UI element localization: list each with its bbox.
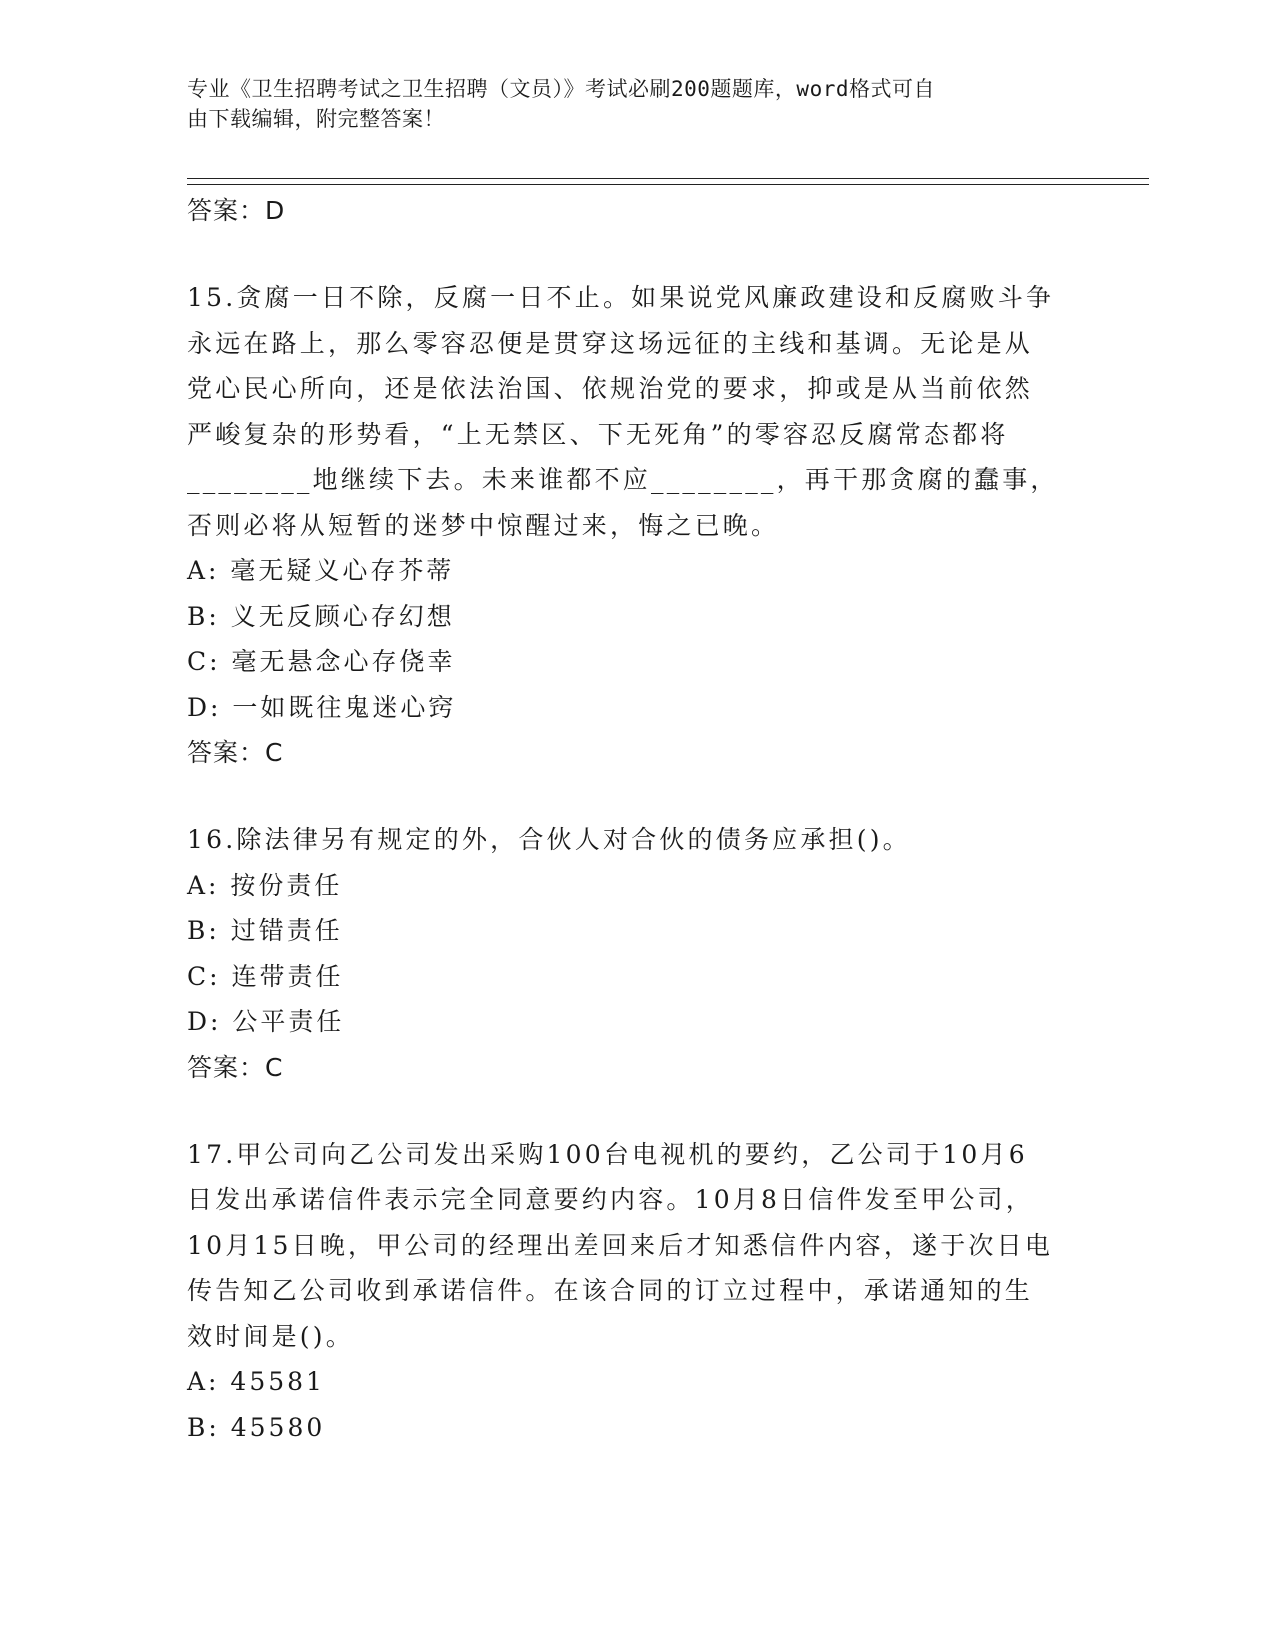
stem-line: ________地继续下去。未来谁都不应________，再干那贪腐的蠢事， [187, 465, 1059, 494]
stem-line: 15.贪腐一日不除，反腐一日不止。如果说党风廉政建设和反腐败斗争 [187, 283, 1055, 312]
option-c: C: 连带责任 [187, 961, 344, 991]
answer-line: 答案：C [187, 738, 284, 767]
stem-line: 17.甲公司向乙公司发出采购100台电视机的要约，乙公司于10月6 [187, 1139, 1028, 1169]
header-divider-bottom [187, 184, 1149, 185]
option-d: D: 公平责任 [187, 1007, 345, 1036]
previous-answer: 答案：D [187, 196, 286, 225]
document-header [187, 74, 1087, 134]
spacer [187, 1090, 1087, 1132]
option-a: A: 毫无疑义心存芥蒂 [187, 556, 455, 585]
option-a: A: 45581 [187, 1367, 325, 1396]
header-line-1: 专业《卫生招聘考试之卫生招聘（文员）》考试必刷200题题库，word格式可自 [187, 77, 935, 101]
stem-line: 严峻复杂的形势看，“上无禁区、下无死角”的零容忍反腐常态都将 [187, 419, 1009, 449]
option-a: A: 按份责任 [187, 870, 343, 900]
question-17 [187, 1132, 1087, 1451]
stem-line: 日发出承诺信件表示完全同意要约内容。10月8日信件发至甲公司， [187, 1185, 1034, 1214]
spacer [187, 775, 1087, 817]
header-divider-top [187, 178, 1149, 179]
stem-line: 永远在路上，那么零容忍便是贯穿这场远征的主线和基调。无论是从 [187, 328, 1034, 358]
stem-line: 传告知乙公司收到承诺信件。在该合同的订立过程中，承诺通知的生 [187, 1276, 1034, 1305]
stem-line: 党心民心所向，还是依法治国、依规治党的要求，抑或是从当前依然 [187, 374, 1034, 403]
question-stem [187, 275, 1087, 548]
question-16 [187, 817, 1087, 1090]
spacer [187, 233, 1087, 275]
question-stem [187, 1132, 1087, 1360]
stem-line: 16.除法律另有规定的外，合伙人对合伙的债务应承担()。 [187, 825, 911, 854]
option-b: B: 过错责任 [187, 916, 343, 945]
option-c: C: 毫无悬念心存侥幸 [187, 647, 456, 676]
header-line-2: 由下载编辑，附完整答案！ [187, 107, 445, 131]
document-body [187, 188, 1087, 1450]
answer-line: 答案：C [187, 1052, 284, 1082]
question-stem [187, 817, 1087, 863]
stem-line: 否则必将从短暂的迷梦中惊醒过来，悔之已晚。 [187, 510, 780, 540]
stem-line: 10月15日晚，甲公司的经理出差回来后才知悉信件内容，遂于次日电 [187, 1230, 1054, 1260]
option-d: D: 一如既往鬼迷心窍 [187, 692, 457, 722]
stem-line: 效时间是()。 [187, 1321, 354, 1351]
option-b: B: 45580 [187, 1412, 326, 1442]
option-b: B: 义无反顾心存幻想 [187, 601, 455, 631]
question-15 [187, 275, 1087, 775]
